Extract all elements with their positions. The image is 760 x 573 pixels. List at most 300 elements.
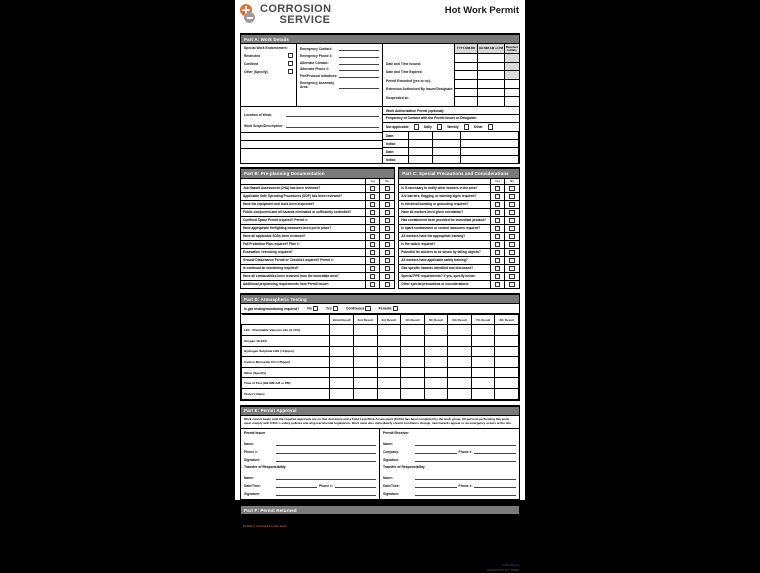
checkbox-icon[interactable] — [385, 274, 390, 279]
part-b-no-checkbox-3[interactable] — [380, 209, 394, 216]
log-cell[interactable] — [433, 148, 461, 155]
checkbox-icon[interactable] — [385, 218, 390, 223]
checkbox-icon[interactable] — [385, 258, 390, 263]
pd-cell-r0-c1[interactable] — [353, 325, 377, 336]
part-b-yes-checkbox-5[interactable] — [366, 225, 380, 232]
log-cell[interactable] — [433, 140, 461, 147]
pd-row-label: Hydrogen Sulphide H2S (<10ppm) — [242, 346, 330, 357]
pd-row-label: Oxygen 19-23% — [242, 336, 330, 347]
part-a-contacts — [297, 44, 383, 106]
pd-cell-r1-c1[interactable] — [353, 336, 377, 347]
checkbox-icon[interactable] — [370, 202, 375, 207]
alternate-contact-input[interactable] — [339, 64, 379, 65]
date-authorized-input[interactable] — [455, 80, 477, 89]
issuer-phone-input[interactable] — [276, 453, 376, 454]
part-d-section — [240, 293, 520, 401]
pd-cell-r2-c6[interactable] — [471, 346, 495, 357]
part-c-yes-checkbox-6[interactable] — [491, 233, 505, 240]
pd-cell-r3-c3[interactable] — [401, 357, 425, 368]
footer-line-1: CSCL Rev 01 — [502, 564, 519, 568]
part-b-yes-checkbox-12[interactable] — [366, 281, 380, 288]
checkbox-icon[interactable] — [509, 242, 514, 247]
column-header-date: YYYY-MM-DD — [455, 44, 477, 54]
part-d-question-row — [241, 304, 519, 314]
checkbox-icon[interactable] — [370, 226, 375, 231]
pd-cell-r5-c6[interactable] — [471, 378, 495, 389]
checkbox-icon[interactable] — [509, 274, 514, 279]
assembly-area-input[interactable] — [339, 88, 379, 89]
time-expired-input[interactable] — [478, 63, 504, 72]
location-input[interactable] — [286, 116, 379, 117]
pd-cell-r1-c2[interactable] — [377, 336, 401, 347]
part-c-section — [398, 167, 520, 289]
pd-cell-r2-c3[interactable] — [401, 346, 425, 357]
checkbox-icon[interactable] — [370, 274, 375, 279]
part-c-yes-checkbox-2[interactable] — [491, 201, 505, 208]
pd-cell-r4-c1[interactable] — [353, 367, 377, 378]
pd-cell-r3-c5[interactable] — [448, 357, 472, 368]
flra-returned-note[interactable]: FLRA(s) returned for the work — [241, 523, 308, 557]
checkbox-icon[interactable] — [509, 202, 514, 207]
checkbox-icon[interactable] — [509, 226, 514, 231]
column-header-initials: Receiver Initials — [505, 44, 519, 54]
question-row — [241, 209, 394, 217]
checkbox-icon[interactable] — [509, 194, 514, 199]
pd-cell-r3-c0[interactable] — [330, 357, 354, 368]
checkbox-icon[interactable] — [509, 250, 514, 255]
initials-authorized-input[interactable] — [505, 80, 519, 89]
question-row — [241, 193, 394, 201]
endorsement-confined-checkbox[interactable] — [288, 61, 293, 66]
part-c-yes-checkbox-10[interactable] — [491, 265, 505, 272]
issuer-name-input[interactable] — [276, 445, 376, 446]
pd-cell-r3-c2[interactable] — [377, 357, 401, 368]
pd-cell-r2-c0[interactable] — [330, 346, 354, 357]
checkbox-icon[interactable] — [385, 282, 390, 287]
fire-protocol-input[interactable] — [339, 77, 379, 78]
question-text: Fall Protection Plan required? Plan #: — [241, 241, 366, 248]
time-suspended-input[interactable] — [478, 89, 504, 98]
part-a-endorsements — [241, 44, 297, 106]
date-extended-input[interactable] — [455, 71, 477, 80]
receiver-field-label: Signature: — [383, 458, 400, 463]
part-c-yes-checkbox-5[interactable] — [491, 225, 505, 232]
receiver-transfer-name-input[interactable] — [415, 479, 516, 480]
question-row — [241, 273, 394, 281]
frequency-not-applicable-checkbox[interactable] — [414, 124, 419, 129]
contact-label: Emergency Contact: — [300, 47, 333, 52]
pd-cell-r0-c3[interactable] — [401, 325, 425, 336]
checkbox-icon[interactable] — [385, 210, 390, 215]
part-b-no-checkbox-9[interactable] — [380, 257, 394, 264]
part-c-yes-header: Yes — [491, 179, 505, 185]
comments-field[interactable]: Comments (e.g. work complete, ongoing, incomplete area cleared up) — [309, 524, 413, 529]
checkbox-icon[interactable] — [509, 266, 514, 271]
table-row — [242, 346, 519, 357]
pd-cell-r5-c4[interactable] — [424, 378, 448, 389]
permit-issuer-block — [241, 429, 380, 500]
pd-cell-r4-c0[interactable] — [330, 367, 354, 378]
part-b-no-checkbox-1[interactable] — [380, 193, 394, 200]
part-c-yes-checkbox-4[interactable] — [491, 217, 505, 224]
log-cell[interactable] — [461, 156, 519, 163]
scope-line-3[interactable] — [241, 140, 382, 148]
location-label: Location of Work: — [244, 113, 272, 118]
issuer-transfer-signature-input[interactable] — [276, 495, 376, 496]
pd-cell-r1-c5[interactable] — [448, 336, 472, 347]
log-cell[interactable] — [461, 148, 519, 155]
pd-cell-r3-c4[interactable] — [424, 357, 448, 368]
gas-continuous-checkbox[interactable] — [365, 306, 370, 311]
checkbox-icon[interactable] — [370, 218, 375, 223]
part-c-no-checkbox-3[interactable] — [505, 209, 519, 216]
permit-approval-note: Work cannot begin until the required approvals are on this document and a Field Level Risk Assessment (FLRA) has been completed by the work group. All persons performing this work must comply with CSCL's safety policies and all governmental regulations. Work must also immediately should conditions change, new hazards appear or an emergency occurs at the site. — [241, 416, 519, 429]
part-c-no-checkbox-8[interactable] — [505, 249, 519, 256]
transfer-phone-label: Phone #: — [319, 484, 333, 489]
pd-cell-r5-c2[interactable] — [377, 378, 401, 389]
checkbox-icon[interactable] — [495, 234, 500, 239]
checkbox-icon[interactable] — [385, 234, 390, 239]
pd-cell-r2-c4[interactable] — [424, 346, 448, 357]
frequency-option: Not applicable — [386, 125, 409, 130]
page-title: Hot Work Permit — [444, 5, 519, 16]
part-b-no-checkbox-4[interactable] — [380, 217, 394, 224]
issuer-field-label: Signature: — [244, 458, 261, 463]
log-cell[interactable] — [409, 132, 433, 139]
part-c-yes-checkbox-1[interactable] — [491, 193, 505, 200]
checkbox-icon[interactable] — [370, 194, 375, 199]
part-b-yes-checkbox-2[interactable] — [366, 201, 380, 208]
part-c-yes-checkbox-9[interactable] — [491, 257, 505, 264]
pd-cell-r0-c6[interactable] — [471, 325, 495, 336]
part-b-no-checkbox-0[interactable] — [380, 185, 394, 192]
part-c-no-checkbox-12[interactable] — [505, 281, 519, 288]
part-b-yes-checkbox-3[interactable] — [366, 209, 380, 216]
part-c-yes-checkbox-12[interactable] — [491, 281, 505, 288]
checkbox-icon[interactable] — [495, 210, 500, 215]
transfer-field-label: Signature: — [383, 492, 400, 497]
time-issued-input[interactable] — [478, 54, 504, 63]
part-b-yes-checkbox-0[interactable] — [366, 185, 380, 192]
part-b-no-checkbox-8[interactable] — [380, 249, 394, 256]
part-c-no-checkbox-2[interactable] — [505, 201, 519, 208]
question-row — [399, 225, 519, 233]
date-expired-input[interactable] — [455, 63, 477, 72]
checkbox-icon[interactable] — [370, 210, 375, 215]
time-extended-input[interactable] — [478, 71, 504, 80]
checkbox-icon[interactable] — [495, 274, 500, 279]
log-label: Initial: — [383, 156, 409, 163]
part-f-bar: Part F: Permit Returned — [241, 506, 519, 515]
gas-testing-question: Is gas testing/monitoring required? — [244, 306, 300, 311]
pd-cell-r4-c4[interactable] — [424, 367, 448, 378]
pd-cell-r0-c0[interactable] — [330, 325, 354, 336]
part-b-no-checkbox-2[interactable] — [380, 201, 394, 208]
issuer-signature-input[interactable] — [276, 461, 376, 462]
question-row — [241, 201, 394, 209]
part-c-no-checkbox-7[interactable] — [505, 241, 519, 248]
receiver-transfer-signature-input[interactable] — [415, 495, 516, 496]
initials-suspended-input[interactable] — [505, 89, 519, 98]
pd-cell-r2-c7[interactable] — [495, 346, 519, 357]
endorsement-label: Restricted — [244, 53, 261, 58]
part-b-yes-checkbox-6[interactable] — [366, 233, 380, 240]
part-b-yes-checkbox-9[interactable] — [366, 257, 380, 264]
date-issued-input[interactable] — [455, 54, 477, 63]
part-b-yes-checkbox-10[interactable] — [366, 265, 380, 272]
time-label: Extension Authorized By Issuer/Designate: — [386, 87, 454, 92]
checkbox-icon[interactable] — [385, 226, 390, 231]
table-row — [242, 336, 519, 347]
pd-column-header-5: 6th Result — [448, 314, 472, 325]
part-b-yes-checkbox-1[interactable] — [366, 193, 380, 200]
question-row — [399, 265, 519, 273]
log-cell[interactable] — [409, 140, 433, 147]
frequency-other-checkbox[interactable] — [488, 124, 493, 129]
checkbox-icon[interactable] — [370, 234, 375, 239]
pd-cell-r0-c5[interactable] — [448, 325, 472, 336]
pd-cell-r1-c0[interactable] — [330, 336, 354, 347]
returned-extra-header — [477, 515, 519, 522]
pd-cell-r4-c7[interactable] — [495, 367, 519, 378]
part-b-yes-checkbox-8[interactable] — [366, 249, 380, 256]
question-row — [399, 209, 519, 217]
part-c-yes-checkbox-11[interactable] — [491, 273, 505, 280]
endorsement-other-checkbox[interactable] — [288, 69, 293, 74]
checkbox-icon[interactable] — [385, 242, 390, 247]
question-text: Gas specific hazards identified and discussed? — [399, 265, 491, 272]
checkbox-icon[interactable] — [509, 218, 514, 223]
part-c-no-checkbox-9[interactable] — [505, 257, 519, 264]
transfer-field-label: Signature: — [244, 492, 261, 497]
question-text: Public component and all hazards eliminated or sufficiently controlled? — [241, 209, 366, 216]
initials-extended-input[interactable] — [505, 71, 519, 80]
part-c-no-checkbox-1[interactable] — [505, 193, 519, 200]
checkbox-icon[interactable] — [495, 186, 500, 191]
question-row — [241, 241, 394, 249]
checkbox-icon[interactable] — [509, 282, 514, 287]
initials-issued-input[interactable] — [505, 54, 519, 63]
question-text: Special PPE requirements? If yes, specify below: — [399, 273, 491, 280]
frequency-daily-checkbox[interactable] — [437, 124, 442, 129]
receiver-phone-input[interactable] — [474, 453, 516, 454]
part-a-authorization-block — [383, 107, 519, 163]
checkbox-icon[interactable] — [495, 242, 500, 247]
part-c-no-checkbox-4[interactable] — [505, 217, 519, 224]
alternate-phone-input[interactable] — [339, 70, 379, 71]
checkbox-icon[interactable] — [370, 266, 375, 271]
date-suspended-input[interactable] — [455, 89, 477, 98]
pd-cell-r6-c1[interactable] — [353, 389, 377, 400]
pd-cell-r1-c6[interactable] — [471, 336, 495, 347]
part-e-bar: Part E: Permit Approval — [241, 407, 519, 416]
part-a-lower — [241, 106, 519, 163]
gas-yes-checkbox[interactable] — [333, 306, 338, 311]
pd-cell-r0-c7[interactable] — [495, 325, 519, 336]
pd-cell-r0-c4[interactable] — [424, 325, 448, 336]
log-cell[interactable] — [409, 156, 433, 163]
pd-cell-r5-c1[interactable] — [353, 378, 377, 389]
contact-label: Fire/Protocol Initiatives: — [300, 74, 338, 78]
checkbox-icon[interactable] — [495, 266, 500, 271]
pd-cell-r1-c7[interactable] — [495, 336, 519, 347]
checkbox-icon[interactable] — [385, 250, 390, 255]
pd-cell-r1-c3[interactable] — [401, 336, 425, 347]
part-d-bar: Part D: Atmospheric Testing — [241, 295, 519, 304]
pd-cell-r2-c5[interactable] — [448, 346, 472, 357]
part-b-no-checkbox-7[interactable] — [380, 241, 394, 248]
pd-cell-r6-c7[interactable] — [495, 389, 519, 400]
checkbox-icon[interactable] — [495, 218, 500, 223]
part-a-initials-column — [504, 44, 519, 106]
checkbox-icon[interactable] — [370, 258, 375, 263]
checkbox-icon[interactable] — [385, 194, 390, 199]
issuer-transfer-datetime-input[interactable] — [276, 487, 317, 488]
pd-cell-r6-c5[interactable] — [448, 389, 472, 400]
scope-line-2[interactable] — [241, 132, 382, 140]
pd-cell-r4-c3[interactable] — [401, 367, 425, 378]
pd-cell-r3-c6[interactable] — [471, 357, 495, 368]
pd-cell-r5-c5[interactable] — [448, 378, 472, 389]
checkbox-icon[interactable] — [509, 210, 514, 215]
log-cell[interactable] — [461, 132, 519, 139]
checkbox-icon[interactable] — [495, 250, 500, 255]
checkbox-icon[interactable] — [509, 186, 514, 191]
part-b-yes-checkbox-7[interactable] — [366, 241, 380, 248]
pd-cell-r4-c5[interactable] — [448, 367, 472, 378]
pd-cell-r5-c7[interactable] — [495, 378, 519, 389]
pd-cell-r5-c3[interactable] — [401, 378, 425, 389]
gas-periodic-checkbox[interactable] — [393, 306, 398, 311]
pd-cell-r3-c7[interactable] — [495, 357, 519, 368]
checkbox-icon[interactable] — [385, 186, 390, 191]
part-c-no-checkbox-6[interactable] — [505, 233, 519, 240]
part-c-yes-checkbox-3[interactable] — [491, 209, 505, 216]
checkbox-icon[interactable] — [495, 282, 500, 287]
part-c-yes-checkbox-7[interactable] — [491, 241, 505, 248]
log-cell[interactable] — [433, 132, 461, 139]
checkbox-icon[interactable] — [370, 186, 375, 191]
checkbox-icon[interactable] — [370, 242, 375, 247]
checkbox-icon[interactable] — [509, 258, 514, 263]
frequency-label: Frequency of Contact with the Permit Issuer or Designate: — [383, 115, 519, 123]
pd-cell-r5-c0[interactable] — [330, 378, 354, 389]
scope-line-4[interactable] — [241, 148, 382, 156]
pd-column-header-4: 5th Result — [424, 314, 448, 325]
pd-cell-r4-c6[interactable] — [471, 367, 495, 378]
time-authorized-input[interactable] — [478, 80, 504, 89]
pd-row-label: Other (Specify) — [242, 367, 330, 378]
question-text: Have the equipment and tools been inspected? — [241, 201, 366, 208]
gas-no-checkbox[interactable] — [313, 306, 318, 311]
emergency-phone-input[interactable] — [339, 57, 379, 58]
part-c-no-header: No — [509, 179, 514, 184]
table-row — [242, 378, 519, 389]
pd-cell-r4-c2[interactable] — [377, 367, 401, 378]
part-c-no-checkbox-11[interactable] — [505, 273, 519, 280]
pd-cell-r6-c2[interactable] — [377, 389, 401, 400]
checkbox-icon[interactable] — [385, 266, 390, 271]
checkbox-icon[interactable] — [509, 234, 514, 239]
checkbox-icon[interactable] — [495, 194, 500, 199]
log-cell[interactable] — [461, 140, 519, 147]
question-row — [241, 265, 394, 273]
frequency-weekly-checkbox[interactable] — [464, 124, 469, 129]
part-c-yes-checkbox-0[interactable] — [491, 185, 505, 192]
part-c-yes-checkbox-8[interactable] — [491, 249, 505, 256]
part-c-no-checkbox-10[interactable] — [505, 265, 519, 272]
pd-cell-r1-c4[interactable] — [424, 336, 448, 347]
log-cell[interactable] — [409, 148, 433, 155]
checkbox-icon[interactable] — [370, 250, 375, 255]
pd-cell-r6-c4[interactable] — [424, 389, 448, 400]
time-label: Permit Extended (yes or no): — [386, 78, 431, 83]
receiver-field-label: Company: — [383, 450, 400, 455]
log-cell[interactable] — [433, 156, 461, 163]
pd-cell-r2-c1[interactable] — [353, 346, 377, 357]
receiver-transfer-phone-input[interactable] — [474, 487, 516, 488]
part-b-no-checkbox-10[interactable] — [380, 265, 394, 272]
part-bc-wrapper — [240, 167, 520, 289]
pd-cell-r0-c2[interactable] — [377, 325, 401, 336]
scope-input[interactable] — [286, 127, 379, 128]
part-b-no-checkbox-12[interactable] — [380, 281, 394, 288]
part-c-no-checkbox-0[interactable] — [505, 185, 519, 192]
endorsement-restricted-checkbox[interactable] — [288, 53, 293, 58]
part-c-bar: Part C: Special Precautions and Considerations — [399, 169, 519, 178]
question-row — [399, 281, 519, 288]
checkbox-icon[interactable] — [495, 202, 500, 207]
checkbox-icon[interactable] — [495, 258, 500, 263]
emergency-contact-input[interactable] — [339, 50, 379, 51]
pd-cell-r6-c3[interactable] — [401, 389, 425, 400]
question-text: Additional preplanning requirements from Permit Issuer: — [241, 281, 366, 288]
receiver-name-input[interactable] — [415, 445, 516, 446]
question-row — [399, 217, 519, 225]
receiver-company-input[interactable] — [415, 453, 457, 454]
pd-cell-r6-c6[interactable] — [471, 389, 495, 400]
part-e-section — [240, 405, 520, 501]
part-c-no-checkbox-5[interactable] — [505, 225, 519, 232]
receiver-transfer-datetime-input[interactable] — [415, 487, 457, 488]
receiver-title: Permit Receiver — [383, 431, 409, 436]
part-b-bar: Part B: Pre-planning Documentation — [241, 169, 394, 178]
part-f-section — [240, 504, 520, 558]
time-label: Date and Time Expired: — [386, 70, 423, 75]
part-b-no-checkbox-5[interactable] — [380, 225, 394, 232]
part-b-yes-checkbox-11[interactable] — [366, 273, 380, 280]
part-b-yes-checkbox-4[interactable] — [366, 217, 380, 224]
question-row — [241, 257, 394, 265]
transfer-field-label: Name: — [383, 476, 394, 481]
part-b-no-checkbox-11[interactable] — [380, 273, 394, 280]
checkbox-icon[interactable] — [495, 226, 500, 231]
checkbox-icon[interactable] — [385, 202, 390, 207]
date-returned-header: Date/Time Returned: — [408, 515, 478, 522]
receiver-signature-input[interactable] — [415, 461, 516, 462]
pd-cell-r6-c0[interactable] — [330, 389, 354, 400]
issuer-transfer-name-input[interactable] — [276, 479, 376, 480]
checkbox-icon[interactable] — [370, 282, 375, 287]
initials-expired-input[interactable] — [505, 63, 519, 72]
issuer-transfer-phone-input[interactable] — [335, 487, 376, 488]
part-b-no-header: No — [385, 179, 390, 184]
option-label: No — [307, 306, 312, 311]
pd-column-header-6: 7th Result — [471, 314, 495, 325]
pd-cell-r3-c1[interactable] — [353, 357, 377, 368]
pd-cell-r2-c2[interactable] — [377, 346, 401, 357]
part-b-no-checkbox-6[interactable] — [380, 233, 394, 240]
